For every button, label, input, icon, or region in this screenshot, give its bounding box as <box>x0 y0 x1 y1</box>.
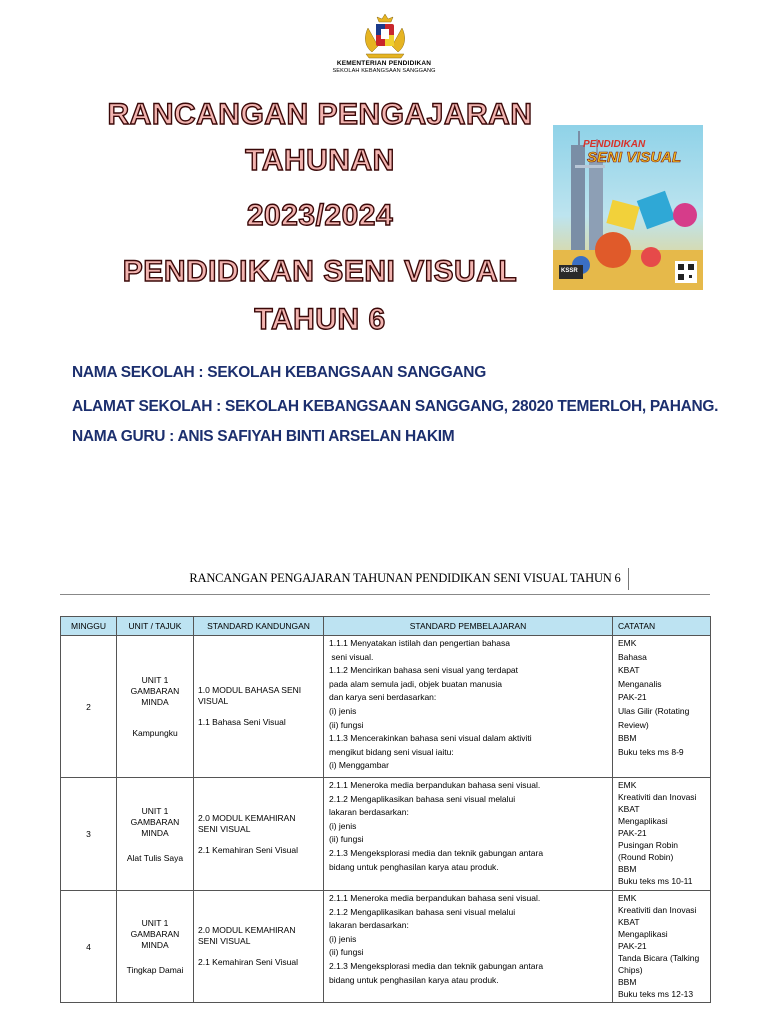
teacher-name-line: NAMA GURU : ANIS SAFIYAH BINTI ARSELAN HAKIM <box>72 428 455 445</box>
book-cover-title-top: PENDIDIKAN <box>583 139 646 150</box>
book-cover-image <box>553 125 703 290</box>
lesson-plan-table <box>60 616 711 1003</box>
title-line-5: TAHUN 6 <box>254 303 386 336</box>
standard-kandungan-cell: 2.0 MODUL KEMAHIRAN SENI VISUAL 2.1 Kemahiran Seni Visual <box>194 778 324 891</box>
topic-name: Tingkap Damai <box>126 965 184 975</box>
table-header-row <box>61 617 711 636</box>
title-line-1: RANCANGAN PENGAJARAN <box>107 98 533 131</box>
catatan-cell: EMK Bahasa KBAT Menganalis PAK-21 Ulas Gilir (Rotating Review) BBM Buku teks ms 8-9 <box>613 636 711 778</box>
ministry-school: SEKOLAH KEBANGSAAN SANGGANG <box>332 68 436 74</box>
heading-divider <box>60 594 710 595</box>
title-line-3: 2023/2024 <box>246 199 394 232</box>
week-cell: 3 <box>61 778 117 891</box>
ministry-crest-icon <box>354 12 416 60</box>
week-cell: 4 <box>61 891 117 1003</box>
school-name-line: NAMA SEKOLAH : SEKOLAH KEBANGSAAN SANGGANG <box>72 364 486 381</box>
unit-cell: UNIT 1 GAMBARAN MINDA Tingkap Damai <box>117 891 194 1003</box>
text-cursor-bar <box>628 568 629 590</box>
unit-cell: UNIT 1 GAMBARAN MINDA Alat Tulis Saya <box>117 778 194 891</box>
standard-pembelajaran-cell: 2.1.1 Meneroka media berpandukan bahasa seni visual. 2.1.2 Mengaplikasikan bahasa seni visual melalui lakaran berdasarkan: (i) jenis (ii) fungsi 2.1.3 Mengeksplorasi media dan teknik gabungan antara bidang untuk penghasilan karya atau produk. <box>324 891 613 1003</box>
table-row <box>61 778 711 891</box>
standard-kandungan-cell: 2.0 MODUL KEMAHIRAN SENI VISUAL 2.1 Kemahiran Seni Visual <box>194 891 324 1003</box>
table-row <box>61 891 711 1003</box>
week-cell: 2 <box>61 636 117 778</box>
header-unit-tajuk: UNIT / TAJUK <box>117 617 194 636</box>
topic-name: Kampungku <box>132 728 178 738</box>
header-catatan: CATATAN <box>613 617 711 636</box>
school-address-line: ALAMAT SEKOLAH : SEKOLAH KEBANGSAAN SANGGANG, 28020 TEMERLOH, PAHANG. <box>72 398 719 415</box>
catatan-cell: EMK Kreativiti dan Inovasi KBAT Mengaplikasi PAK-21 Tanda Bicara (Talking Chips) BBM Buku teks ms 12-13 <box>613 891 711 1003</box>
standard-kandungan-cell: 1.0 MODUL BAHASA SENI VISUAL 1.1 Bahasa Seni Visual <box>194 636 324 778</box>
header-standard-pembelajaran: STANDARD PEMBELAJARAN <box>324 617 613 636</box>
book-cover-title-main: SENI VISUAL <box>587 149 682 166</box>
topic-name: Alat Tulis Saya <box>126 852 184 863</box>
title-line-4: PENDIDIKAN SENI VISUAL <box>122 255 518 288</box>
standard-pembelajaran-cell: 2.1.1 Meneroka media berpandukan bahasa seni visual. 2.1.2 Mengaplikasikan bahasa seni visual melalui lakaran berdasarkan: (i) jenis (ii) fungsi 2.1.3 Mengeksplorasi media dan teknik gabungan antara bidang untuk penghasilan karya atau produk. <box>324 778 613 891</box>
title-line-2: TAHUNAN <box>245 144 395 177</box>
table-row <box>61 636 711 778</box>
header-minggu: MINGGU <box>61 617 117 636</box>
header-standard-kandungan: STANDARD KANDUNGAN <box>194 617 324 636</box>
book-cover-badge: KSSR <box>561 268 578 274</box>
ministry-name: KEMENTERIAN PENDIDIKAN <box>336 60 432 67</box>
catatan-cell: EMK Kreativiti dan Inovasi KBAT Mengaplikasi PAK-21 Pusingan Robin (Round Robin) BBM Buku teks ms 10-11 <box>613 778 711 891</box>
document-heading: RANCANGAN PENGAJARAN TAHUNAN PENDIDIKAN SENI VISUAL TAHUN 6 <box>189 571 621 585</box>
standard-pembelajaran-cell: 1.1.1 Menyatakan istilah dan pengertian bahasa seni visual. 1.1.2 Mencirikan bahasa seni visual yang terdapat pada alam semula jadi, objek buatan manusia dan karya seni berdasarkan: (i) jenis (ii) fungsi 1.1.3 Mencerakinkan bahasa seni visual dalam aktiviti mengikut bidang seni visual iaitu: (i) Menggambar <box>324 636 613 778</box>
unit-cell: UNIT 1 GAMBARAN MINDA Kampungku <box>117 636 194 778</box>
